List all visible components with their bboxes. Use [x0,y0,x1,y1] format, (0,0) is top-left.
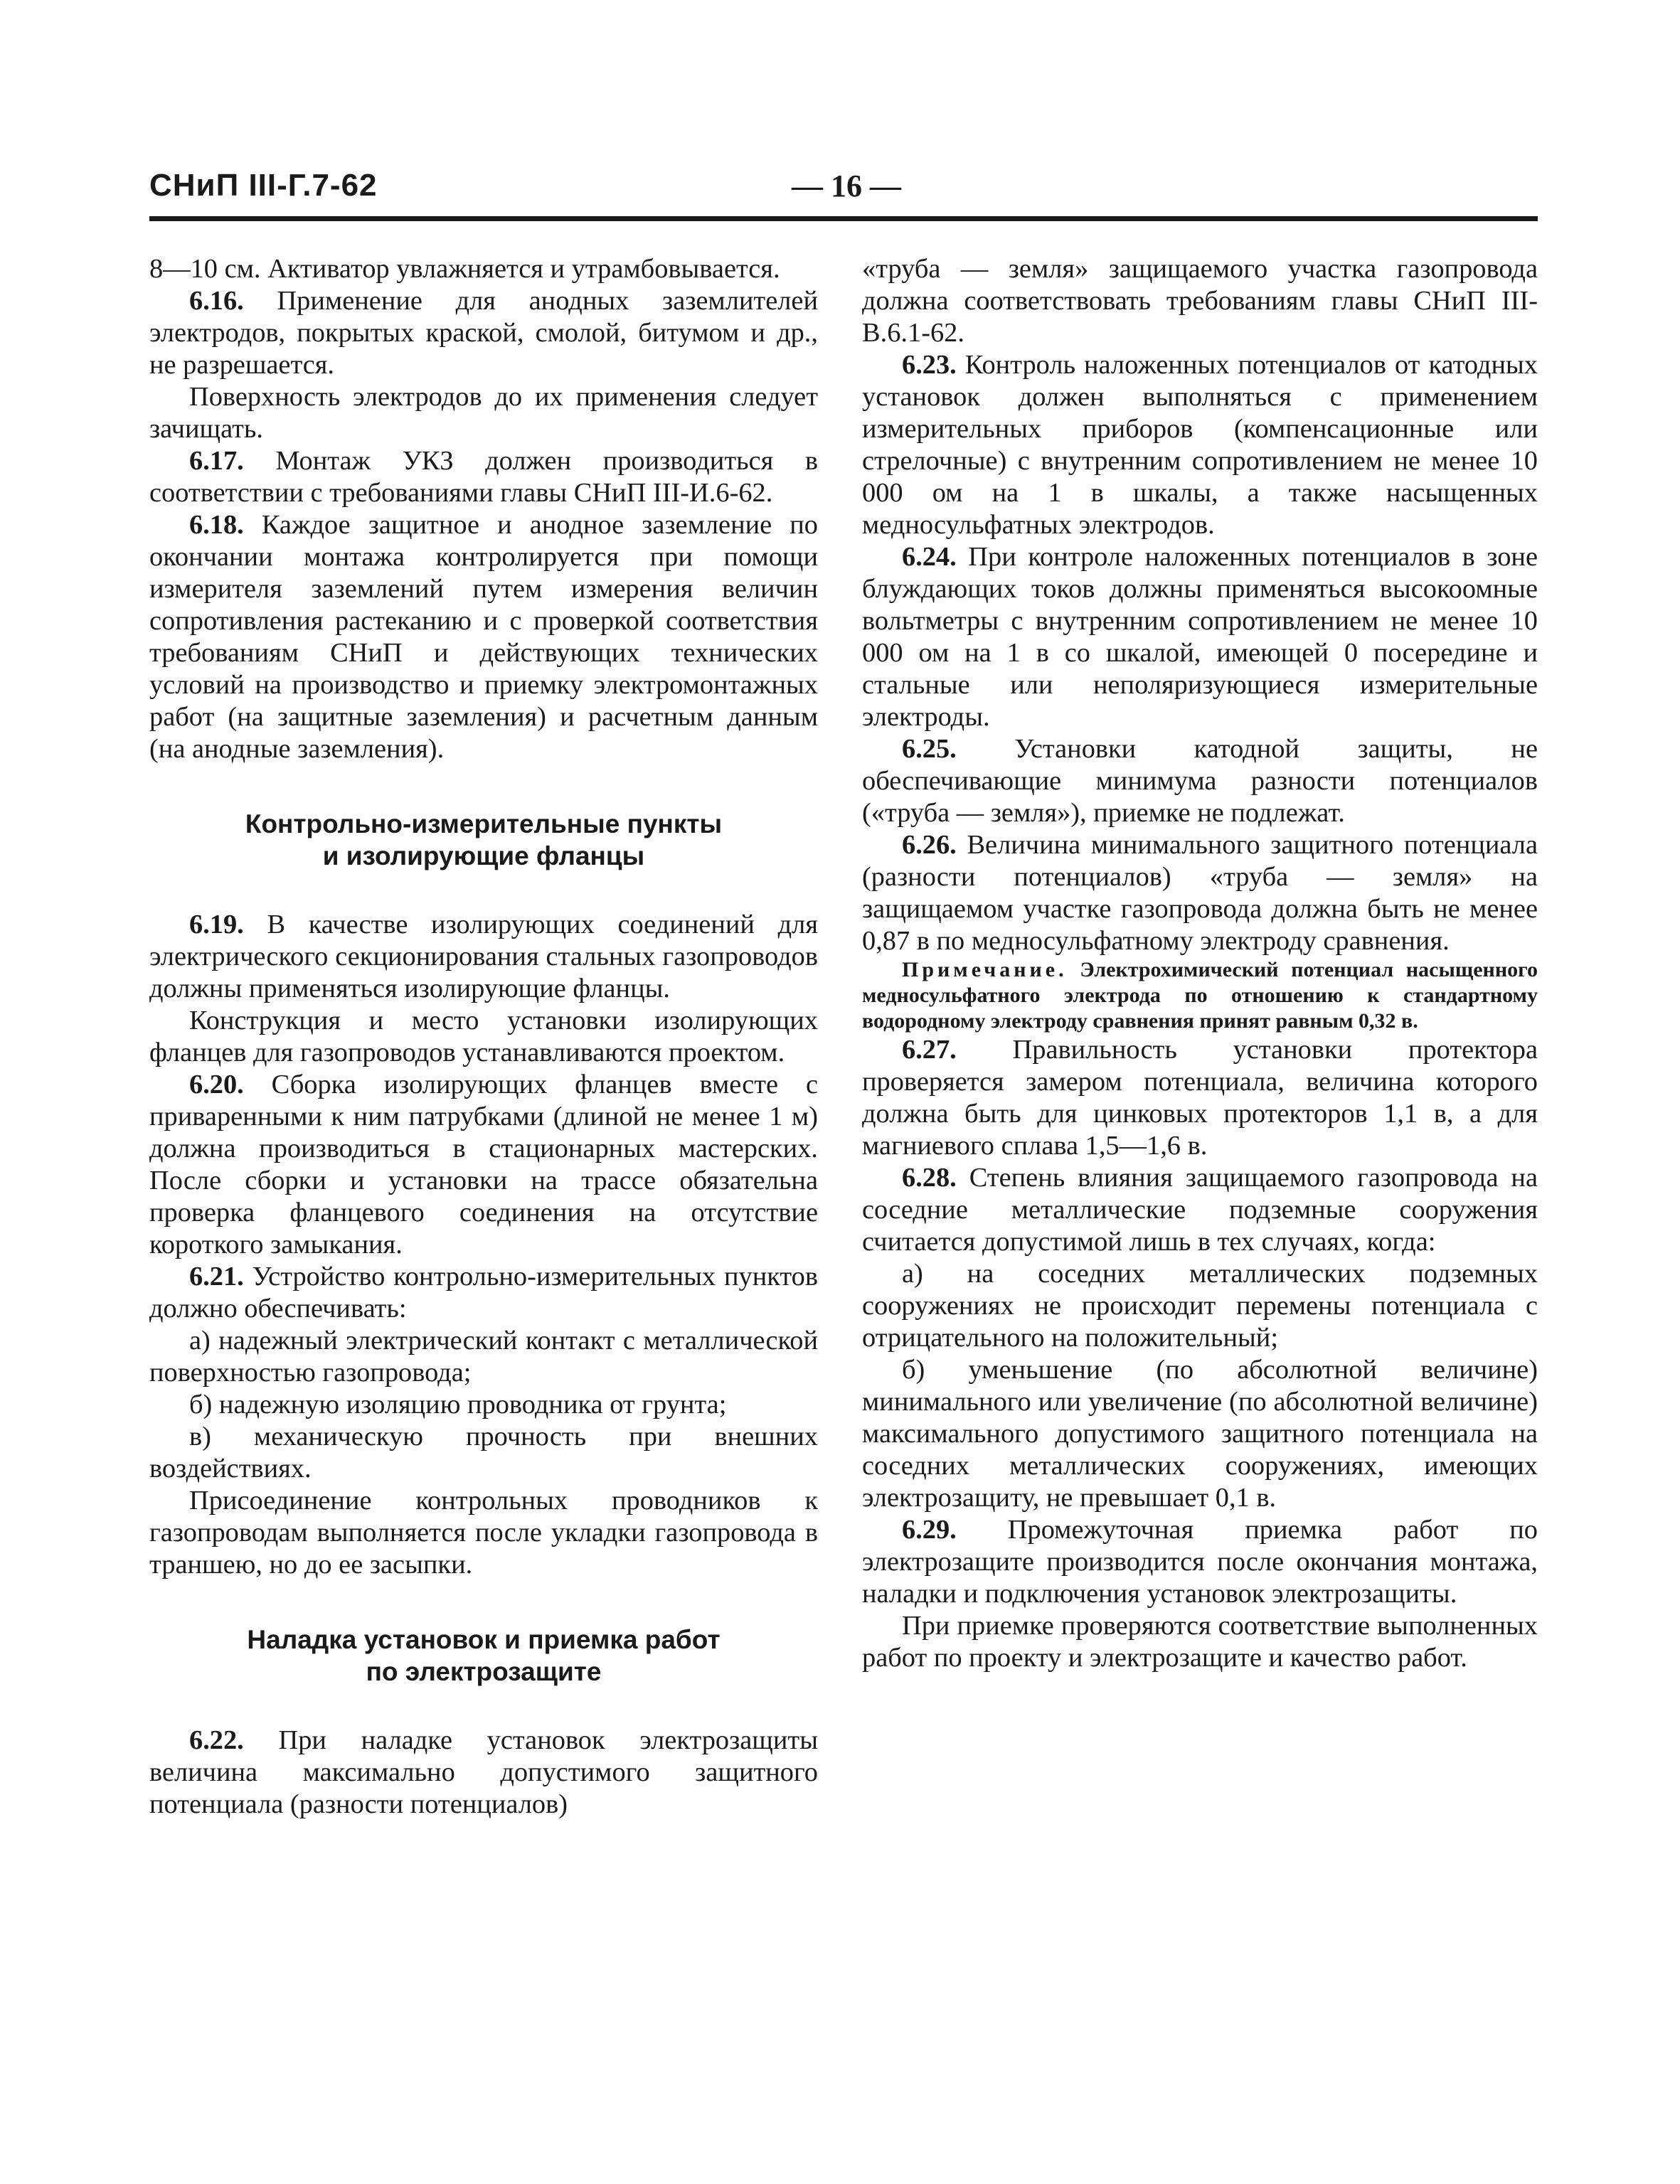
clause-number: 6.19. [189,910,244,939]
clause-text: Контроль наложенных потенциалов от катодных установок должен выполняться с применением измерительных приборов (компенсационные или стрелочные) с внутренним сопротивлением не менее 10 000 ом на 1 в шкалы, а также насыщенных медносульфатных электродов. [862,350,1538,540]
clause-number: 6.29. [902,1515,957,1545]
paragraph: 8—10 см. Активатор увлажняется и утрамбовывается. [149,254,780,284]
list-item: в) механическую прочность при внешних воздействиях. [149,1422,818,1483]
document-code: СНиП III-Г.7-62 [149,168,378,203]
paragraph-6-16 [149,285,818,381]
header-rule [149,216,1538,221]
clause-number: 6.25. [902,734,957,764]
clause-number: 6.26. [902,830,957,860]
paragraph: Присоединение контрольных проводников к газопроводам выполняется после укладки газопровода в траншею, но до ее засыпки. [149,1486,818,1580]
clause-text: Правильность установки протектора проверяется замером потенциала, величина которого должна быть для цинковых протекторов 1,1 в, а для магниевого сплава 1,5—1,6 в. [862,1035,1538,1161]
note [862,957,1538,1034]
clause-number: 6.18. [189,510,244,540]
clause-text: Устройство контрольно-измерительных пунктов должно обеспечивать: [149,1262,818,1323]
section-heading [149,1624,818,1688]
list-item: б) уменьшение (по абсолютной величине) минимального или увеличение (по абсолютной величине) максимального допустимого защитного потенциала на соседних металлических сооружениях, имеющих электрозащиту, не превышает 0,1 в. [862,1355,1538,1513]
paragraph-6-24 [862,541,1538,733]
paragraph: Конструкция и место установки изолирующих фланцев для газопроводов устанавливаются проектом. [149,1006,818,1067]
paragraph-6-20 [149,1069,818,1261]
heading-line: Наладка установок и приемка работ [247,1625,721,1654]
paragraph-6-23 [862,349,1538,541]
clause-text: Каждое защитное и анодное заземление по окончании монтажа контролируется при помощи измерителя заземлений путем измерения величин сопротивления растеканию и с проверкой соответствия требованиям СНиП и действующих технических условий на производство и приемку электромонтажных работ (на защитные заземления) и расчетным данным (на анодные заземления). [149,510,818,764]
paragraph: Поверхность электродов до их применения следует зачищать. [149,382,818,444]
page-number: — 16 — [792,169,901,203]
clause-number: 6.28. [902,1163,957,1193]
clause-number: 6.22. [189,1725,244,1755]
list-item: а) надежный электрический контакт с металлической поверхностью газопровода; [149,1326,818,1387]
clause-number: 6.21. [189,1262,244,1291]
clause-text: При контроле наложенных потенциалов в зоне блуждающих токов должны применяться высокоомные вольтметры с внутренним сопротивлением не менее 10 000 ом на 1 в со шкалой, имеющей 0 посередине и стальные или неполяризующиеся измерительные электроды. [862,542,1538,732]
clause-number: 6.27. [902,1035,957,1065]
left-column [149,253,818,1821]
paragraph: «труба — земля» защищаемого участка газопровода должна соответствовать требованиям главы СНиП III-В.6.1-62. [862,254,1538,348]
page-header [149,168,1538,211]
paragraph-6-19 [149,909,818,1005]
clause-text: Установки катодной защиты, не обеспечивающие минимума разности потенциалов («труба — земля»), приемке не подлежат. [862,734,1538,828]
paragraph-6-17 [149,445,818,509]
section-heading [149,808,818,872]
paragraph-6-27 [862,1034,1538,1162]
note-text: Электрохимический потенциал насыщенного медносульфатного электрода по отношению к стандартному водородному электроду сравнения принят равным 0,32 в. [862,958,1538,1033]
heading-line: по электрозащите [366,1657,602,1686]
list-item: б) надежную изоляцию проводника от грунта; [189,1390,727,1419]
heading-line: и изолирующие фланцы [322,841,645,870]
right-column [862,253,1538,1674]
clause-number: 6.24. [902,542,957,572]
paragraph-6-22 [149,1725,818,1821]
clause-text: При наладке установок электрозащиты величина максимально допустимого защитного потенциала (разности потенциалов) [149,1725,818,1819]
clause-number: 6.16. [189,286,244,316]
paragraph: При приемке проверяются соответствие выполненных работ по проекту и электрозащите и качество работ. [862,1611,1538,1673]
clause-text: Величина минимального защитного потенциала (разности потенциалов) «труба — земля» на защищаемом участке газопровода должна быть не менее 0,87 в по медносульфатному электроду сравнения. [862,830,1538,956]
paragraph-6-18 [149,509,818,765]
paragraph-6-28 [862,1162,1538,1258]
clause-number: 6.23. [902,350,957,380]
clause-number: 6.17. [189,446,244,476]
clause-text: Монтаж УКЗ должен производиться в соответствии с требованиями главы СНиП III-И.6-62. [149,446,818,508]
clause-text: В качестве изолирующих соединений для электрического секционирования стальных газопроводов должны применяться изолирующие фланцы. [149,910,818,1003]
clause-text: Степень влияния защищаемого газопровода на соседние металлические подземные сооружения считается допустимой лишь в тех случаях, когда: [862,1163,1538,1257]
clause-number: 6.20. [189,1070,244,1099]
heading-line: Контрольно-измерительные пункты [245,809,723,838]
list-item: а) на соседних металлических подземных сооружениях не происходит перемены потенциала с отрицательного на положительный; [862,1259,1538,1353]
paragraph-6-25 [862,733,1538,829]
clause-text: Промежуточная приемка работ по электрозащите производится после окончания монтажа, наладки и подключения установок электрозащиты. [862,1515,1538,1609]
paragraph-6-29 [862,1514,1538,1610]
paragraph-6-26 [862,829,1538,957]
note-label: Примечание. [902,958,1068,981]
clause-text: Сборка изолирующих фланцев вместе с приваренными к ним патрубками (длиной не менее 1 м) должна производиться в стационарных мастерских. После сборки и установки на трассе обязательна проверка фланцевого соединения на отсутствие короткого замыкания. [149,1070,818,1259]
paragraph-6-21 [149,1261,818,1325]
clause-text: Применение для анодных заземлителей электродов, покрытых краской, смолой, битумом и др., не разрешается. [149,286,818,380]
